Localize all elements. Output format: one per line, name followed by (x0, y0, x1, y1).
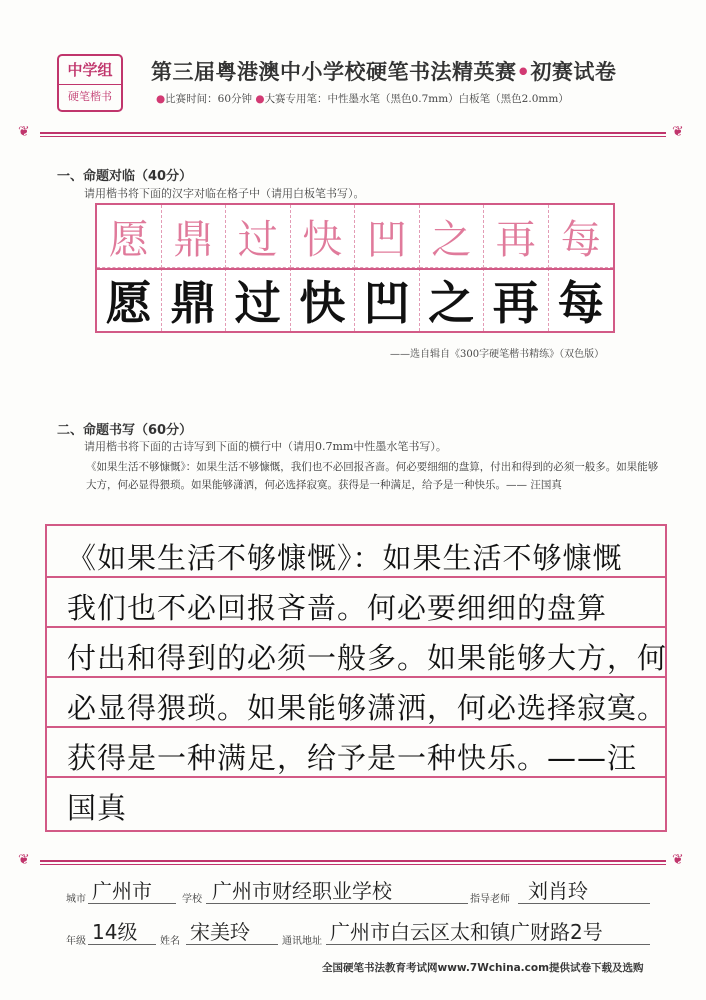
address-value[interactable]: 广州市白云区太和镇广财路2号 (330, 920, 603, 944)
name-value[interactable]: 宋美玲 (190, 920, 250, 944)
writing-char-cell[interactable] (97, 268, 162, 331)
grid-row-divider (97, 268, 613, 270)
essay-line-2: 我们也不必回报吝啬。何必要细细的盘算 (67, 591, 608, 625)
name-label: 姓名 (160, 936, 180, 947)
written-char: 过 (234, 275, 281, 330)
school-value[interactable]: 广州市财经职业学校 (212, 879, 392, 903)
essay-line-1: 《如果生活不够慷慨》：如果生活不够慷慨 (67, 541, 623, 575)
poem-prompt: 《如果生活不够慷慨》：如果生活不够慷慨，我们也不必回报吝啬。何必要细细的盘算，付出和得到的必须一般多。如果能够大方，何必显得猥琐。如果能够潇洒，何必选择寂寞。获得是一种满足，给予是一种快乐。—— 汪国真 (86, 461, 659, 491)
footer-rule (40, 860, 666, 862)
group-badge (57, 54, 123, 112)
reference-char: 快 (302, 216, 343, 263)
reference-char-cell (420, 205, 485, 268)
written-char: 愿 (105, 275, 152, 330)
swirl-ornament-icon: ❦ (672, 852, 684, 868)
title-suffix: 初赛试卷 (530, 60, 617, 84)
page-title (151, 56, 616, 86)
bullet-icon: ● (156, 93, 166, 105)
written-char: 凹 (363, 275, 410, 330)
written-char: 再 (492, 275, 539, 330)
swirl-ornament-icon: ❦ (18, 852, 30, 868)
footer-rule-thin (40, 864, 666, 865)
city-value[interactable]: 广州市 (92, 879, 152, 903)
reference-char-cell (484, 205, 549, 268)
essay-line-3: 付出和得到的必须一般多。如果能够大方，何 (67, 641, 668, 675)
name-underline (186, 944, 278, 945)
essay-line-5: 获得是一种满足，给予是一种快乐。——汪 (67, 741, 638, 775)
grade-underline (88, 944, 156, 945)
reference-char-cell (355, 205, 420, 268)
header-rule (40, 132, 666, 134)
exam-info (156, 91, 569, 106)
school-underline (206, 903, 468, 904)
reference-char-cell (549, 205, 614, 268)
reference-char: 之 (431, 216, 472, 263)
writing-lines (45, 524, 667, 832)
section2-instruction: 请用楷书将下面的古诗写到下面的横行中（请用0.7mm中性墨水笔书写）。 (84, 440, 447, 453)
essay-line-4: 必显得猥琐。如果能够潇洒，何必选择寂寞。 (67, 691, 668, 725)
address-label: 通讯地址 (282, 936, 322, 947)
swirl-ornament-icon: ❦ (672, 124, 684, 140)
written-char: 每 (557, 275, 604, 330)
section1-instruction: 请用楷书将下面的汉字对临在格子中（请用白板笔书写）。 (84, 187, 365, 200)
reference-char-cell (226, 205, 291, 268)
reference-char: 每 (560, 216, 601, 263)
essay-line-6: 国真 (67, 791, 128, 825)
footer-note: 全国硬笔书法教育考试网www.7Wchina.com提供试卷下载及选购 (322, 962, 644, 974)
header-rule-thin (40, 136, 666, 137)
reference-char-cell (162, 205, 227, 268)
written-char: 之 (428, 275, 475, 330)
reference-char: 凹 (366, 216, 407, 263)
reference-char: 愿 (108, 216, 149, 263)
teacher-underline (518, 903, 650, 904)
reference-char: 鼎 (173, 216, 214, 263)
grade-label: 年级 (66, 936, 86, 947)
time-info: 比赛时间：60分钟 (165, 93, 253, 105)
swirl-ornament-icon: ❦ (18, 124, 30, 140)
address-underline (326, 944, 650, 945)
school-label: 学校 (182, 894, 202, 905)
reference-char: 再 (495, 216, 536, 263)
city-label: 城市 (66, 894, 86, 905)
copy-grid (95, 203, 615, 333)
written-char: 鼎 (170, 275, 217, 330)
title-separator: • (516, 60, 531, 84)
teacher-label: 指导老师 (470, 894, 510, 905)
written-char: 快 (299, 275, 346, 330)
writing-char-cell[interactable] (355, 268, 420, 331)
group-badge-label: 中学组 (59, 56, 121, 85)
bullet-icon: ● (255, 93, 265, 105)
source-note: ——选自辑自《300字硬笔楷书精练》（双色版） (390, 349, 605, 360)
reference-char-cell (97, 205, 162, 268)
writing-char-cell[interactable] (549, 268, 614, 331)
reference-char-cell (291, 205, 356, 268)
group-badge-sublabel: 硬笔楷书 (68, 90, 112, 103)
section1-heading: 一、命题对临（40分） (57, 169, 193, 184)
writing-char-cell[interactable] (484, 268, 549, 331)
grade-value[interactable]: 14级 (92, 920, 138, 944)
title-main: 第三届粤港澳中小学校硬笔书法精英赛 (151, 60, 517, 84)
section2-heading: 二、命题书写（60分） (57, 423, 193, 438)
reference-char: 过 (237, 216, 278, 263)
city-underline (88, 903, 176, 904)
pen-info: 大赛专用笔：中性墨水笔（黑色0.7mm）白板笔（黑色2.0mm） (264, 93, 569, 105)
teacher-value[interactable]: 刘肖玲 (528, 879, 588, 903)
writing-char-cell[interactable] (291, 268, 356, 331)
writing-char-cell[interactable] (162, 268, 227, 331)
writing-char-cell[interactable] (420, 268, 485, 331)
writing-char-cell[interactable] (226, 268, 291, 331)
